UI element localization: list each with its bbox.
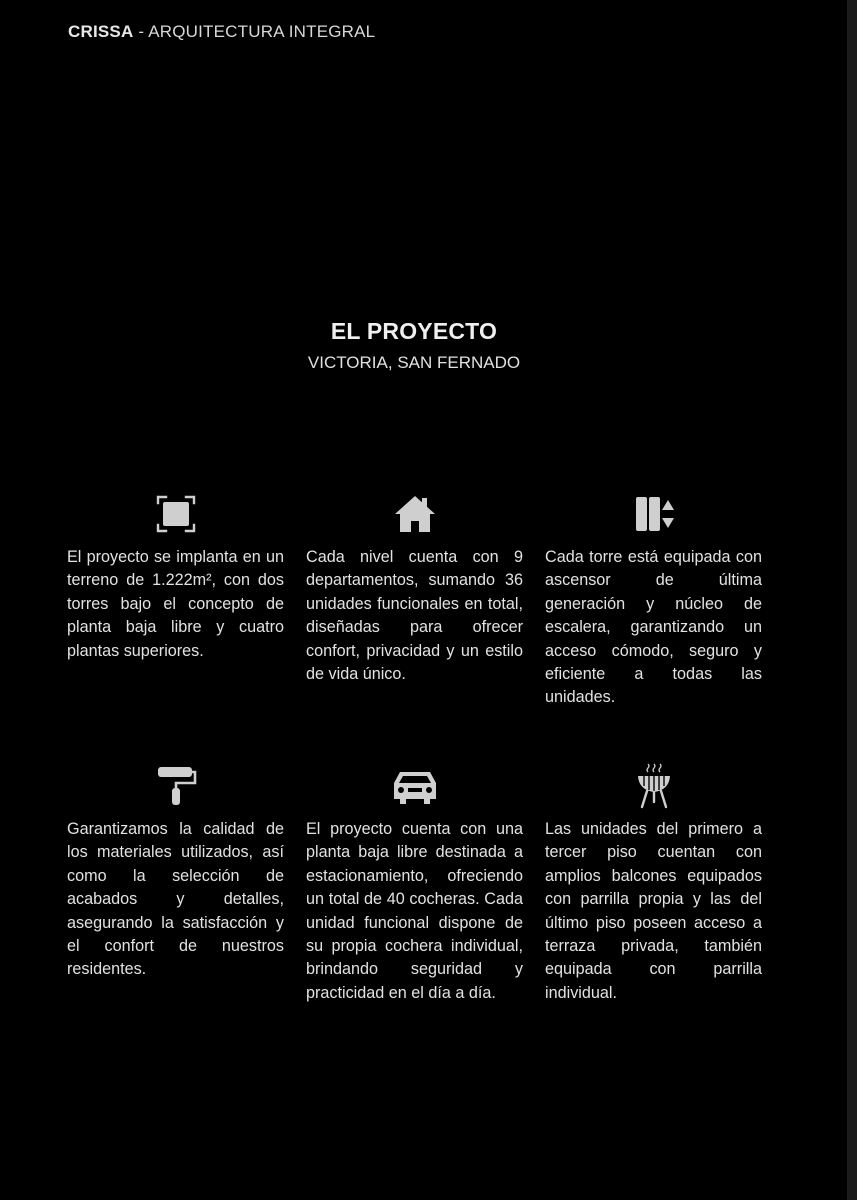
feature-text: Las unidades del primero a tercer piso cuentan con amplios balcones equipados con parrilla propia y las del último piso poseen acceso a terraza privada, también equipada con parrilla individual. xyxy=(545,820,762,1002)
project-title-block xyxy=(0,318,828,373)
feature-materials xyxy=(67,764,284,982)
section-title: EL PROYECTO xyxy=(330,318,498,344)
feature-land xyxy=(67,492,284,663)
elevator-icon xyxy=(545,492,762,536)
car-icon xyxy=(306,764,523,808)
header-separator: - xyxy=(133,22,149,41)
feature-text: El proyecto cuenta con una planta baja libre destinada a estacionamiento, ofreciendo un total de 40 cocheras. Cada unidad funcional dispone de su propia cochera individual, brindando seguridad y practicidad en el día a día. xyxy=(306,820,523,1002)
page-edge xyxy=(847,0,857,1200)
feature-text: Cada nivel cuenta con 9 departamentos, sumando 36 unidades funcionales en total, diseñadas para ofrecer confort, privacidad y un estilo de vida único. xyxy=(306,548,523,684)
house-icon xyxy=(306,492,523,536)
brand-tagline: ARQUITECTURA INTEGRAL xyxy=(148,22,376,41)
feature-balconies xyxy=(545,764,762,1005)
feature-text: El proyecto se implanta en un terreno de 1.222m², con dos torres bajo el concepto de planta baja libre y cuatro plantas superiores. xyxy=(67,548,284,660)
area-frame-icon xyxy=(67,492,284,536)
page-header xyxy=(68,22,375,42)
feature-elevator xyxy=(545,492,762,710)
paint-roller-icon xyxy=(67,764,284,808)
feature-parking xyxy=(306,764,523,1005)
feature-units xyxy=(306,492,523,686)
project-location: VICTORIA, SAN FERNADO xyxy=(307,353,521,372)
feature-text: Garantizamos la calidad de los materiales utilizados, así como la selección de acabados y detalles, asegurando la satisfacción y el confort de nuestros residentes. xyxy=(67,820,284,979)
brand-name: CRISSA xyxy=(68,22,134,41)
feature-text: Cada torre está equipada con ascensor de última generación y núcleo de escalera, garantizando un acceso cómodo, seguro y eficiente a todas las unidades. xyxy=(545,548,762,707)
grill-icon xyxy=(545,764,762,808)
